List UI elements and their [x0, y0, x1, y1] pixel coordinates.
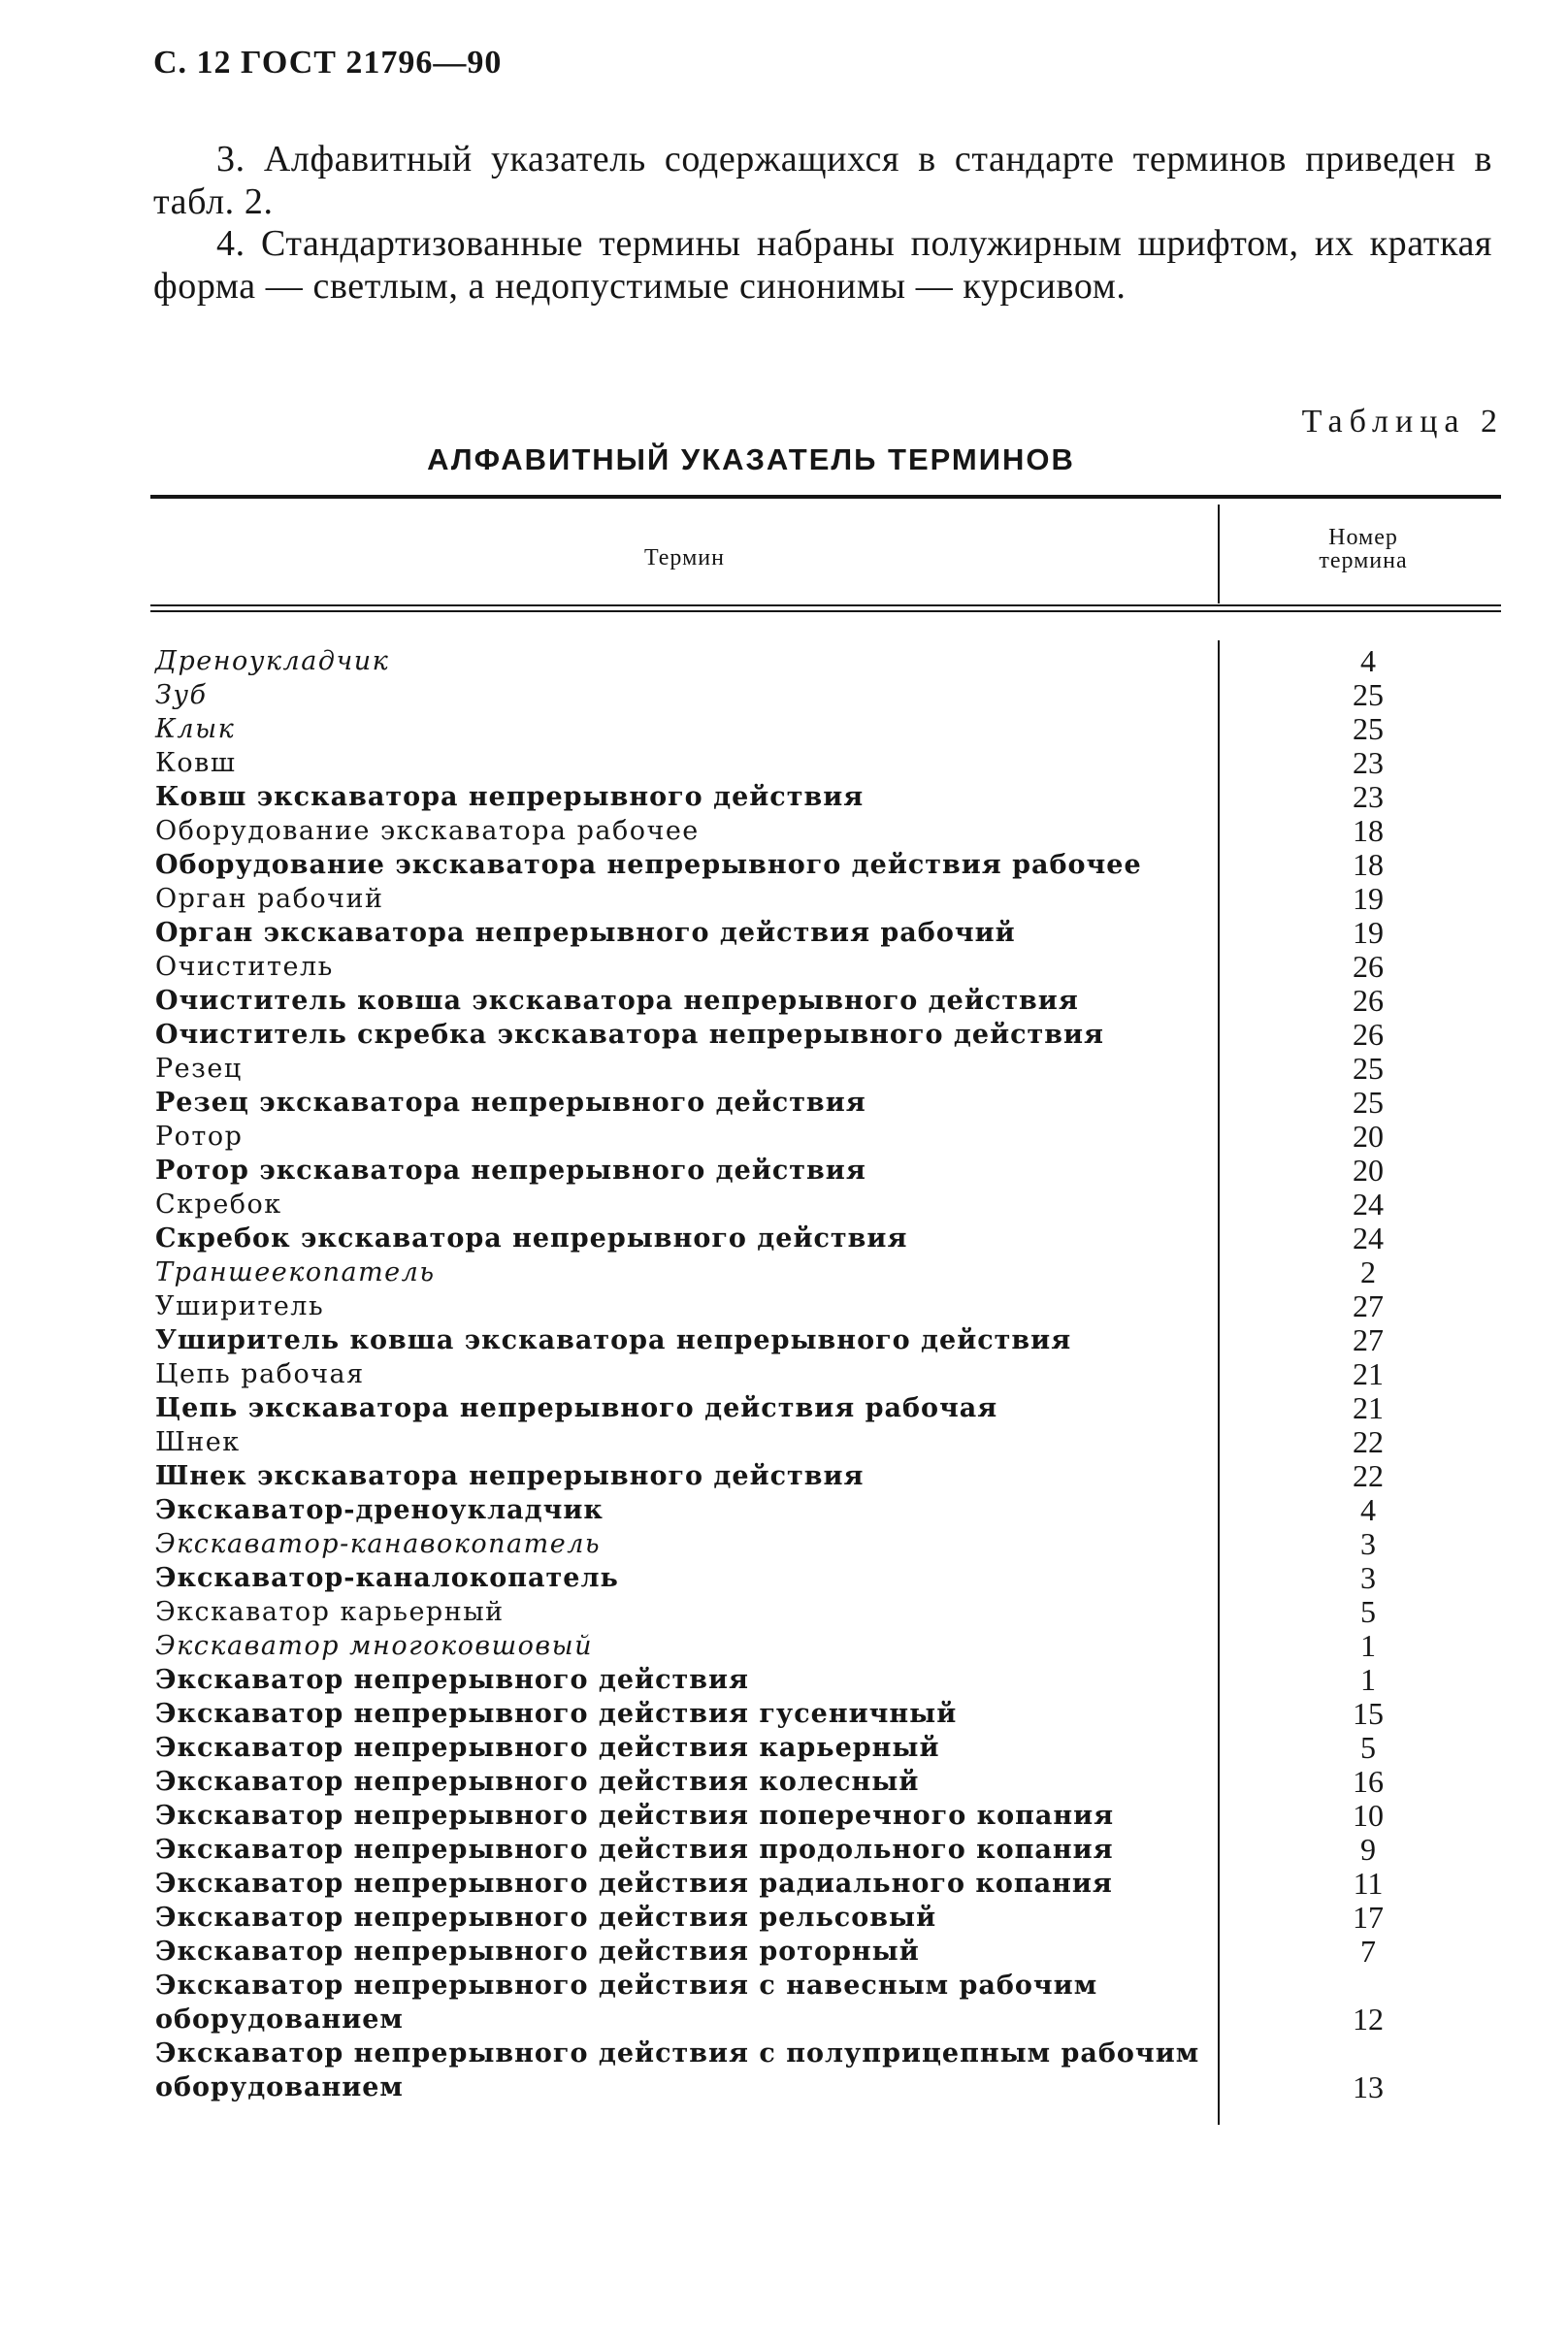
term-number-cell: 19	[1353, 915, 1384, 950]
term-number-cell: 1	[1360, 1662, 1376, 1697]
column-header-number-line2: термина	[1319, 548, 1408, 573]
term-cell: Клык	[155, 714, 236, 744]
term-cell: Скребок	[155, 1189, 282, 1220]
table-row	[0, 1323, 1568, 1357]
term-cell: Траншеекопатель	[155, 1257, 436, 1287]
term-cell: Очиститель ковша экскаватора непрерывного действия	[155, 986, 1079, 1016]
term-number-cell: 5	[1360, 1730, 1376, 1765]
term-number-cell: 4	[1360, 1492, 1376, 1527]
table-row	[0, 2036, 1568, 2104]
table-row	[0, 882, 1568, 916]
table-row	[0, 746, 1568, 780]
term-cell: Экскаватор многоковшовый	[155, 1631, 594, 1661]
term-cell: Уширитель ковша экскаватора непрерывного действия	[155, 1325, 1072, 1355]
term-cell: Скребок экскаватора непрерывного действия	[155, 1223, 908, 1254]
table-row	[0, 712, 1568, 746]
table-row	[0, 644, 1568, 678]
column-header-number	[1223, 526, 1504, 572]
table-top-rule	[150, 495, 1501, 499]
term-number-cell: 26	[1353, 949, 1384, 984]
term-number-cell: 10	[1353, 1798, 1384, 1833]
table-row	[0, 1901, 1568, 1935]
term-number-cell: 11	[1353, 1866, 1384, 1901]
term-cell: Резец экскаватора непрерывного действия	[155, 1088, 866, 1118]
term-number-cell: 18	[1353, 813, 1384, 848]
term-number-cell: 7	[1360, 1934, 1376, 1969]
column-header-number-line1: Номер	[1328, 525, 1398, 550]
table-row	[0, 1527, 1568, 1561]
header-bottom-rule	[150, 604, 1501, 606]
term-cell: Ротор экскаватора непрерывного действия	[155, 1156, 866, 1186]
term-cell: Экскаватор карьерный	[155, 1597, 505, 1627]
term-number-cell: 27	[1353, 1288, 1384, 1323]
term-number-cell: 25	[1353, 1085, 1384, 1120]
term-cell: Очиститель	[155, 952, 334, 982]
term-cell: Оборудование экскаватора непрерывного действия рабочее	[155, 850, 1142, 880]
table-row	[0, 1663, 1568, 1697]
term-cell: Уширитель	[155, 1291, 325, 1321]
term-cell: Ковш	[155, 748, 237, 778]
term-cell: Ротор	[155, 1122, 244, 1152]
table-row	[0, 1255, 1568, 1289]
term-number-cell: 22	[1353, 1458, 1384, 1493]
term-number-cell: 27	[1353, 1322, 1384, 1357]
table-row	[0, 1493, 1568, 1527]
table-row	[0, 780, 1568, 814]
term-number-cell: 15	[1353, 1696, 1384, 1731]
table-row	[0, 678, 1568, 712]
term-cell: Шнек экскаватора непрерывного действия	[155, 1461, 865, 1491]
term-cell: Экскаватор-канавокопатель	[155, 1529, 602, 1559]
term-number-cell: 19	[1353, 881, 1384, 916]
term-number-cell: 21	[1353, 1356, 1384, 1391]
term-cell: Дреноукладчик	[155, 646, 390, 676]
table-row	[0, 848, 1568, 882]
term-number-cell: 23	[1353, 779, 1384, 814]
table-row	[0, 1731, 1568, 1765]
table-row	[0, 1357, 1568, 1391]
table-row	[0, 1086, 1568, 1120]
header-bottom-rule-second	[150, 610, 1501, 612]
table-row	[0, 1595, 1568, 1629]
term-cell: Экскаватор непрерывного действия с навесным рабочим оборудованием	[155, 1971, 1098, 2035]
table-row	[0, 1459, 1568, 1493]
term-cell: Экскаватор непрерывного действия	[155, 1665, 749, 1695]
table-row	[0, 916, 1568, 950]
table-row	[0, 1289, 1568, 1323]
table-row	[0, 1018, 1568, 1052]
term-cell: Оборудование экскаватора рабочее	[155, 816, 700, 846]
table-row	[0, 1425, 1568, 1459]
table-row	[0, 1188, 1568, 1222]
term-number-cell: 12	[1353, 2002, 1384, 2036]
term-number-cell: 16	[1353, 1764, 1384, 1799]
column-header-term: Термин	[644, 545, 725, 570]
table-row	[0, 1154, 1568, 1188]
table-row	[0, 984, 1568, 1018]
term-number-cell: 25	[1353, 677, 1384, 712]
term-index-table-body	[0, 644, 1568, 2104]
term-number-cell: 24	[1353, 1221, 1384, 1255]
table-row	[0, 1697, 1568, 1731]
term-cell: Экскаватор-дреноукладчик	[155, 1495, 604, 1525]
term-number-cell: 2	[1360, 1254, 1376, 1289]
table-row	[0, 814, 1568, 848]
term-number-cell: 26	[1353, 1017, 1384, 1052]
table-row	[0, 1629, 1568, 1663]
term-cell: Резец	[155, 1054, 243, 1084]
table-row	[0, 1969, 1568, 2036]
term-cell: Зуб	[155, 680, 208, 710]
term-number-cell: 9	[1360, 1832, 1376, 1867]
term-number-cell: 4	[1360, 643, 1376, 678]
table-row	[0, 1867, 1568, 1901]
term-number-cell: 13	[1353, 2069, 1384, 2104]
term-cell: Экскаватор непрерывного действия поперечного копания	[155, 1801, 1115, 1831]
table-title: АЛФАВИТНЫЙ УКАЗАТЕЛЬ ТЕРМИНОВ	[427, 442, 1075, 476]
table-row	[0, 1052, 1568, 1086]
table-row	[0, 950, 1568, 984]
term-number-cell: 20	[1353, 1153, 1384, 1188]
term-cell: Цепь рабочая	[155, 1359, 365, 1389]
term-cell: Экскаватор непрерывного действия роторный	[155, 1937, 920, 1967]
term-number-cell: 3	[1360, 1526, 1376, 1561]
table-row	[0, 1799, 1568, 1833]
term-number-cell: 5	[1360, 1594, 1376, 1629]
table-row	[0, 1935, 1568, 1969]
term-number-cell: 25	[1353, 1051, 1384, 1086]
paragraph-3: 3. Алфавитный указатель содержащихся в стандарте терминов приведен в табл. 2.	[153, 139, 1492, 222]
term-cell: Экскаватор непрерывного действия с полуприцепным рабочим оборудованием	[155, 2038, 1200, 2102]
table-row	[0, 1765, 1568, 1799]
term-number-cell: 18	[1353, 847, 1384, 882]
table-label: Таблица 2	[1301, 404, 1504, 440]
term-cell: Орган рабочий	[155, 884, 384, 914]
table-row	[0, 1222, 1568, 1255]
term-cell: Шнек	[155, 1427, 241, 1457]
term-cell: Экскаватор непрерывного действия радиального копания	[155, 1869, 1113, 1899]
term-cell: Цепь экскаватора непрерывного действия рабочая	[155, 1393, 998, 1423]
term-cell: Орган экскаватора непрерывного действия рабочий	[155, 918, 1016, 948]
table-row	[0, 1833, 1568, 1867]
term-number-cell: 25	[1353, 711, 1384, 746]
term-cell: Ковш экскаватора непрерывного действия	[155, 782, 865, 812]
term-cell: Экскаватор непрерывного действия рельсовый	[155, 1903, 937, 1933]
term-number-cell: 20	[1353, 1119, 1384, 1154]
term-cell: Экскаватор непрерывного действия колесный	[155, 1767, 920, 1797]
header-column-divider	[1218, 505, 1220, 603]
table-row	[0, 1391, 1568, 1425]
page-header: С. 12 ГОСТ 21796—90	[153, 45, 503, 81]
term-cell: Очиститель скребка экскаватора непрерывного действия	[155, 1020, 1105, 1050]
term-number-cell: 26	[1353, 983, 1384, 1018]
table-row	[0, 1561, 1568, 1595]
term-number-cell: 17	[1353, 1900, 1384, 1935]
term-number-cell: 21	[1353, 1390, 1384, 1425]
term-cell: Экскаватор-каналокопатель	[155, 1563, 619, 1593]
term-cell: Экскаватор непрерывного действия гусеничный	[155, 1699, 958, 1729]
term-number-cell: 22	[1353, 1424, 1384, 1459]
term-cell: Экскаватор непрерывного действия карьерный	[155, 1733, 940, 1763]
paragraph-4: 4. Стандартизованные термины набраны полужирным шрифтом, их краткая форма — светлым, а недопустимые синонимы — курсивом.	[153, 223, 1492, 307]
term-number-cell: 1	[1360, 1628, 1376, 1663]
term-number-cell: 23	[1353, 745, 1384, 780]
table-row	[0, 1120, 1568, 1154]
term-cell: Экскаватор непрерывного действия продольного копания	[155, 1835, 1114, 1865]
term-number-cell: 3	[1360, 1560, 1376, 1595]
term-number-cell: 24	[1353, 1187, 1384, 1222]
